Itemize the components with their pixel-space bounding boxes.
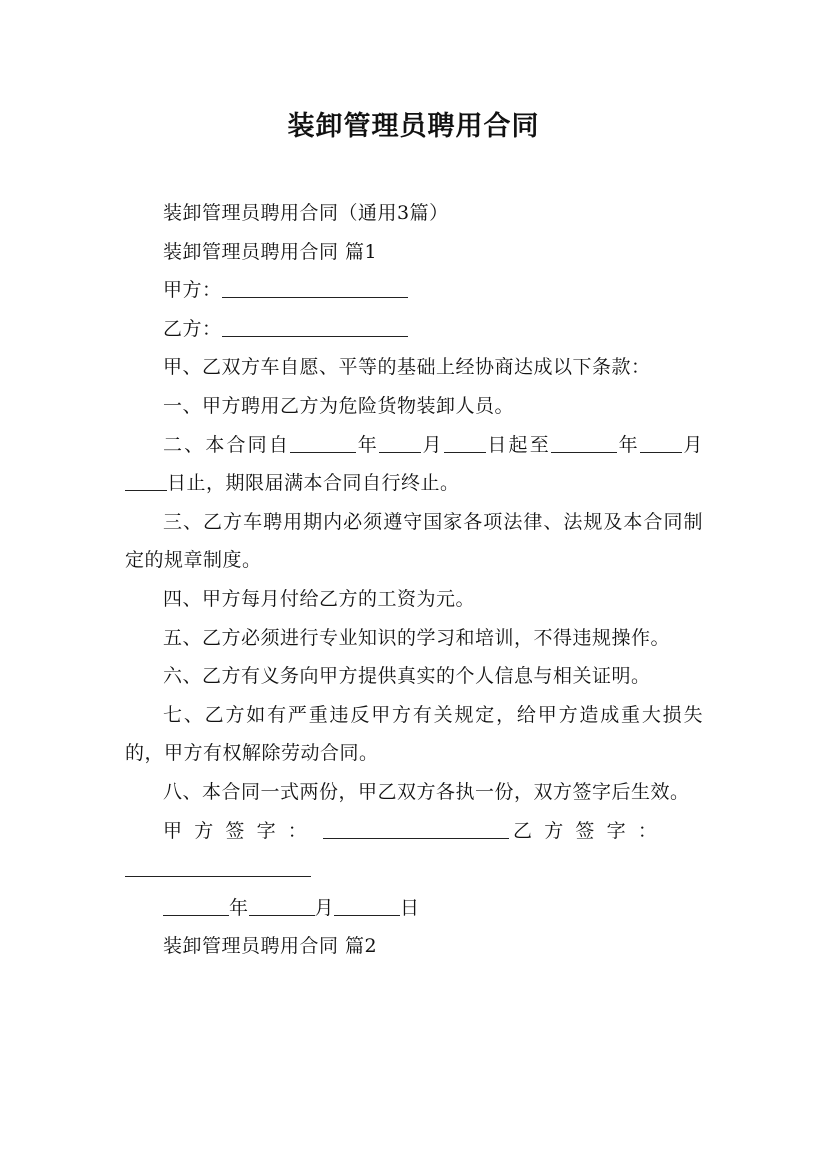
end-month-blank	[640, 431, 682, 453]
clause-6: 六、乙方有义务向甲方提供真实的个人信息与相关证明。	[163, 665, 651, 688]
end-day-blank	[125, 470, 167, 492]
signature-line	[125, 812, 703, 851]
clause-1: 一、甲方聘用乙方为危险货物装卸人员。	[163, 394, 515, 417]
intro-paragraph: 甲、乙双方车自愿、平等的基础上经协商达成以下条款：	[163, 356, 651, 379]
clause-7: 七、乙方如有严重违反甲方有关规定，给甲方造成重大损失的，甲方有权解除劳动合同。	[125, 703, 703, 765]
clause-2-year1: 年	[356, 433, 379, 456]
sign-month-blank	[249, 894, 315, 916]
clause-2-day1: 日起至	[485, 433, 551, 456]
sign-a-blank	[323, 817, 509, 839]
party-b-line	[125, 310, 703, 349]
signing-date-line	[125, 889, 703, 928]
clause-3: 三、乙方车聘用期内必须遵守国家各项法律、法规及本合同制定的规章制度。	[125, 510, 703, 572]
signature-continuation	[125, 850, 703, 889]
clause-2-year2: 年	[616, 433, 640, 456]
start-year-blank	[290, 431, 356, 453]
party-a-label: 甲方：	[163, 279, 222, 302]
clause-2-end: 日止，期限届满本合同自行终止。	[167, 472, 460, 495]
end-year-blank	[551, 431, 617, 453]
document-body	[125, 194, 703, 966]
part2-heading: 装卸管理员聘用合同 篇2	[163, 935, 378, 958]
party-a-line	[125, 271, 703, 310]
clause-8: 八、本合同一式两份，甲乙双方各执一份，双方签字后生效。	[163, 780, 690, 803]
clause-2-month1: 月	[420, 433, 444, 456]
party-b-blank	[222, 315, 408, 337]
clause-2-month2: 月	[681, 433, 703, 456]
sign-year-label: 年	[229, 896, 249, 919]
sign-day-label: 日	[400, 896, 420, 919]
clause-4: 四、甲方每月付给乙方的工资为元。	[163, 587, 476, 610]
sign-day-blank	[334, 894, 400, 916]
start-month-blank	[379, 431, 421, 453]
clause-2	[125, 426, 703, 503]
clause-5: 五、乙方必须进行专业知识的学习和培训，不得违规操作。	[163, 626, 671, 649]
sign-b-label: 乙方签字：	[513, 819, 670, 842]
document-subtitle: 装卸管理员聘用合同（通用3篇）	[163, 202, 449, 224]
sign-b-blank	[125, 855, 311, 877]
start-day-blank	[444, 431, 486, 453]
party-a-blank	[222, 277, 408, 299]
clause-2-start: 二、本合同自	[163, 433, 291, 456]
document-title: 装卸管理员聘用合同	[287, 111, 540, 142]
sign-month-label: 月	[314, 896, 335, 919]
sign-year-blank	[163, 894, 229, 916]
party-b-label: 乙方：	[163, 317, 222, 340]
part1-heading: 装卸管理员聘用合同 篇1	[163, 240, 378, 263]
sign-a-label: 甲方签字：	[163, 819, 320, 842]
